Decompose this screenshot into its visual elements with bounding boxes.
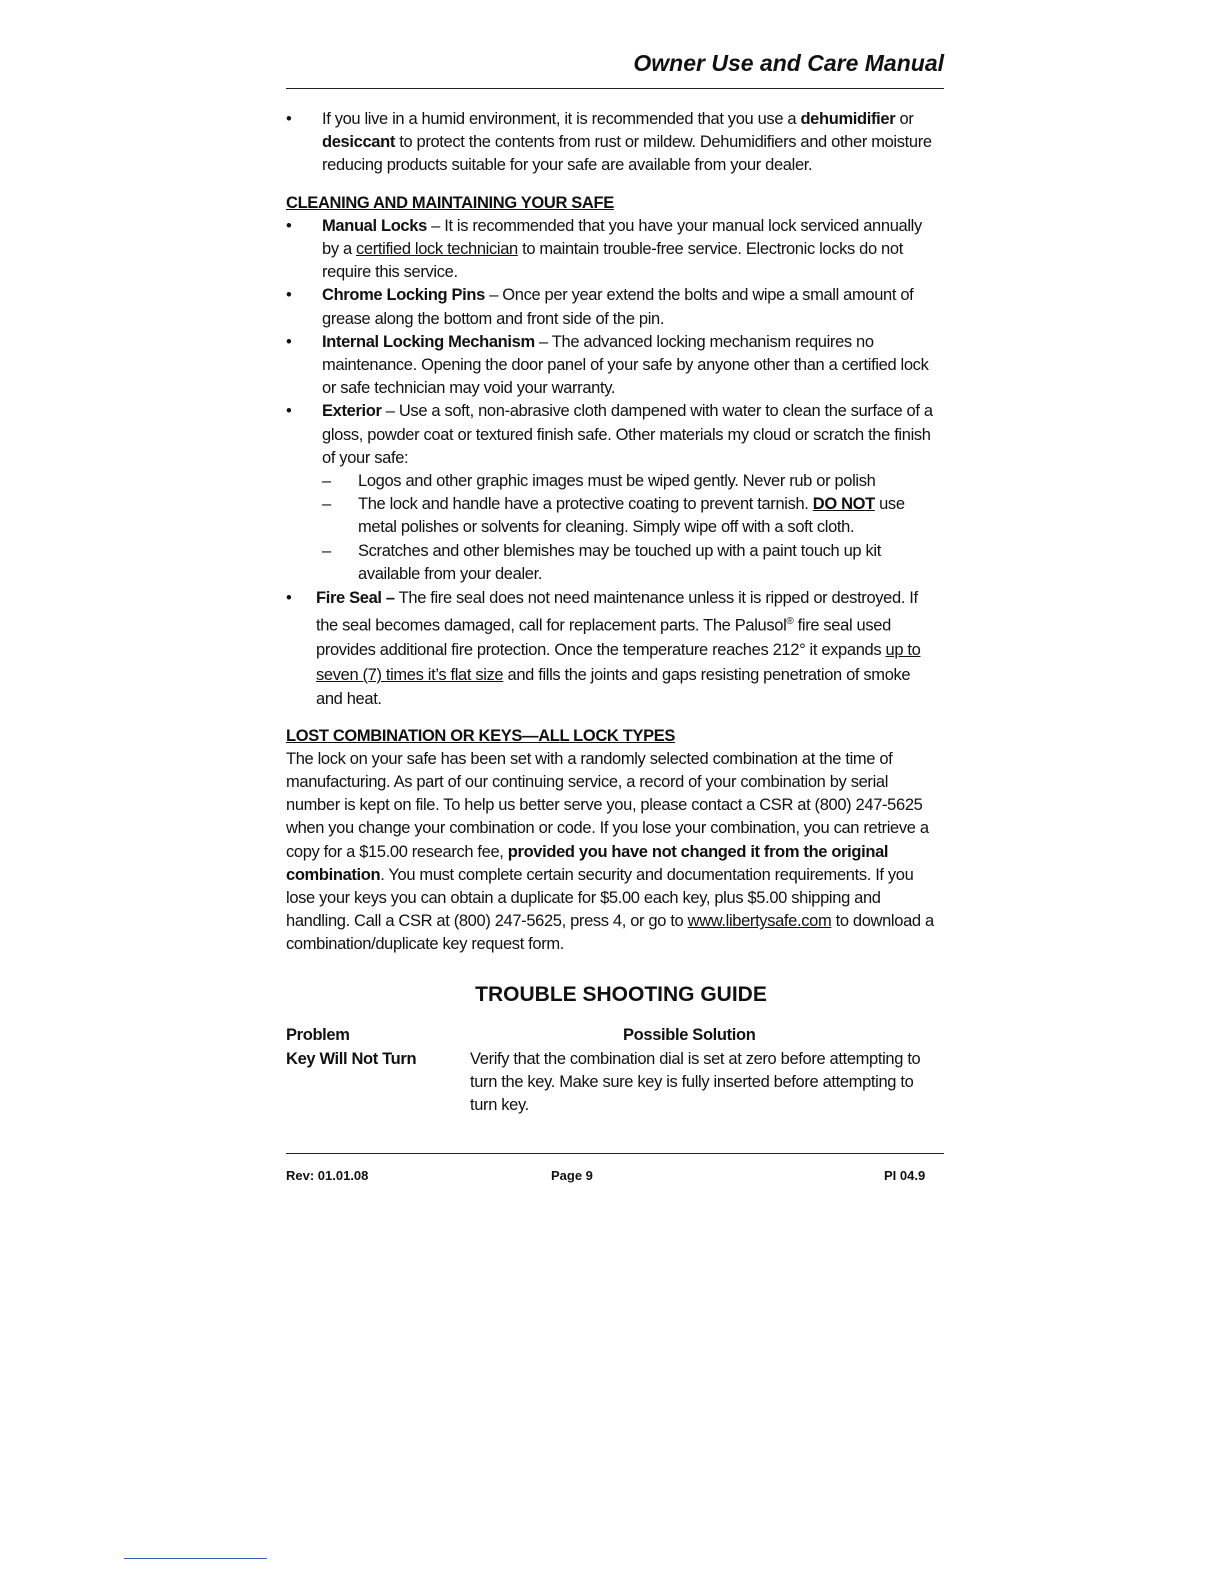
- column-header-solution: Possible Solution: [623, 1025, 756, 1044]
- footer-revision: Rev: 01.01.08: [286, 1168, 369, 1183]
- bullet-fire-seal: [286, 586, 936, 712]
- bullet-label: Internal Locking Mechanism: [322, 332, 535, 351]
- text-span: to protect the contents from rust or mildew. Dehumidifiers and other moisture reducing products suitable for your safe are available from your dealer.: [322, 133, 932, 175]
- footer-divider: [286, 1153, 944, 1154]
- bullet-label: Manual Locks: [322, 216, 427, 235]
- text-span: – It is recommended that you have your manual lock serviced annually by a: [322, 216, 922, 259]
- bold-phrase: provided you have not changed it from the original combination: [286, 842, 889, 884]
- main-content: [286, 108, 936, 1117]
- text-span: and fills the joints and gaps resisting penetration of smoke and heat.: [316, 665, 911, 709]
- bullet-exterior: [286, 400, 936, 470]
- text-span: . You must complete certain security and documentation requirements. If you lose your keys you can obtain a duplicate for $5.00 each key, plus $5.00 shipping and handling. Call a CSR at (800) 247-5625, press 4, or go to: [286, 865, 914, 931]
- section-heading-lost-combination: LOST COMBINATION OR KEYS—ALL LOCK TYPES: [286, 726, 676, 745]
- bold-term-dehumidifier: dehumidifier: [800, 110, 896, 128]
- bullet-label: Exterior: [322, 402, 382, 421]
- sub-item-scratches: – Scratches and other blemishes may be touched up with a paint touch up kit available from your dealer.: [286, 540, 936, 586]
- lost-combination-paragraph: [286, 748, 936, 957]
- bullet-manual-locks: [286, 215, 936, 285]
- website-link[interactable]: www.libertysafe.com: [687, 912, 832, 931]
- text-span: The fire seal does not need maintenance unless it is ripped or destroyed. If the seal becomes damaged, call for replacement parts. The Palusol: [316, 589, 918, 635]
- underlined-phrase: certified lock technician: [356, 240, 518, 259]
- text-span: fire seal used provides additional fire protection. Once the temperature reaches 212° it expands: [316, 616, 891, 660]
- solution-cell: Verify that the combination dial is set at zero before attempting to turn the key. Make sure key is fully inserted before attempting to turn key.: [470, 1049, 921, 1115]
- text-span: to download a combination/duplicate key request form.: [286, 912, 934, 954]
- text-span: to maintain trouble-free service. Electronic locks do not require this service.: [322, 240, 903, 282]
- text-span: – The advanced locking mechanism requires no maintenance. Opening the door panel of your safe by anyone other than a certified lock or safe technician may void your warranty.: [322, 332, 929, 398]
- section-heading-cleaning: CLEANING AND MAINTAINING YOUR SAFE: [286, 193, 614, 212]
- page-header-title: Owner Use and Care Manual: [633, 50, 944, 76]
- text-span: – Use a soft, non-abrasive cloth dampened with water to clean the surface of a gloss, powder coat or textured finish safe. Other materials my cloud or scratch the finish of your safe:: [322, 402, 933, 467]
- problem-cell: Key Will Not Turn: [286, 1049, 417, 1068]
- footer-page-number: Page 9: [551, 1168, 593, 1183]
- bullet-chrome-pins: [286, 284, 936, 330]
- sub-item-logos: – Logos and other graphic images must be wiped gently. Never rub or polish: [286, 470, 936, 493]
- footer-code: PI 04.9: [884, 1168, 926, 1183]
- text-span: or: [895, 110, 914, 128]
- trouble-table-header: [286, 1024, 936, 1048]
- text-span: If you live in a humid environment, it is recommended that you use a: [322, 110, 801, 128]
- bold-term-desiccant: desiccant: [322, 133, 395, 152]
- table-row: [286, 1048, 936, 1118]
- header-divider: [286, 88, 944, 89]
- bullet-internal-mechanism: [286, 331, 936, 401]
- text-span: The lock on your safe has been set with a randomly selected combination at the time of manufacturing. As part of our continuing service, a record of your combination by serial number is kept on file. To help us better serve you, please contact a CSR at (800) 247-5625 when you change your combination or code. If you lose your combination, you can retrieve a copy for a $15.00 research fee,: [286, 749, 929, 861]
- underlined-phrase: up to seven (7) times it’s flat size: [316, 641, 921, 684]
- text-span: – Once per year extend the bolts and wipe a small amount of grease along the bottom and front side of the pin.: [322, 286, 914, 328]
- text-span: use metal polishes or solvents for cleaning. Simply wipe off with a soft cloth.: [358, 495, 905, 537]
- humidity-bullet: [286, 108, 936, 178]
- registered-mark: ®: [786, 616, 794, 628]
- scan-edge-line: [124, 1558, 267, 1559]
- trouble-shooting-title: TROUBLE SHOOTING GUIDE: [475, 982, 767, 1006]
- sub-item-lock-handle: [286, 493, 936, 539]
- column-header-problem: Problem: [286, 1025, 350, 1044]
- bullet-label: Chrome Locking Pins: [322, 286, 485, 305]
- bullet-label: Fire Seal –: [316, 589, 395, 608]
- text-span: The lock and handle have a protective coating to prevent tarnish.: [358, 495, 813, 514]
- do-not-emphasis: DO NOT: [812, 495, 875, 514]
